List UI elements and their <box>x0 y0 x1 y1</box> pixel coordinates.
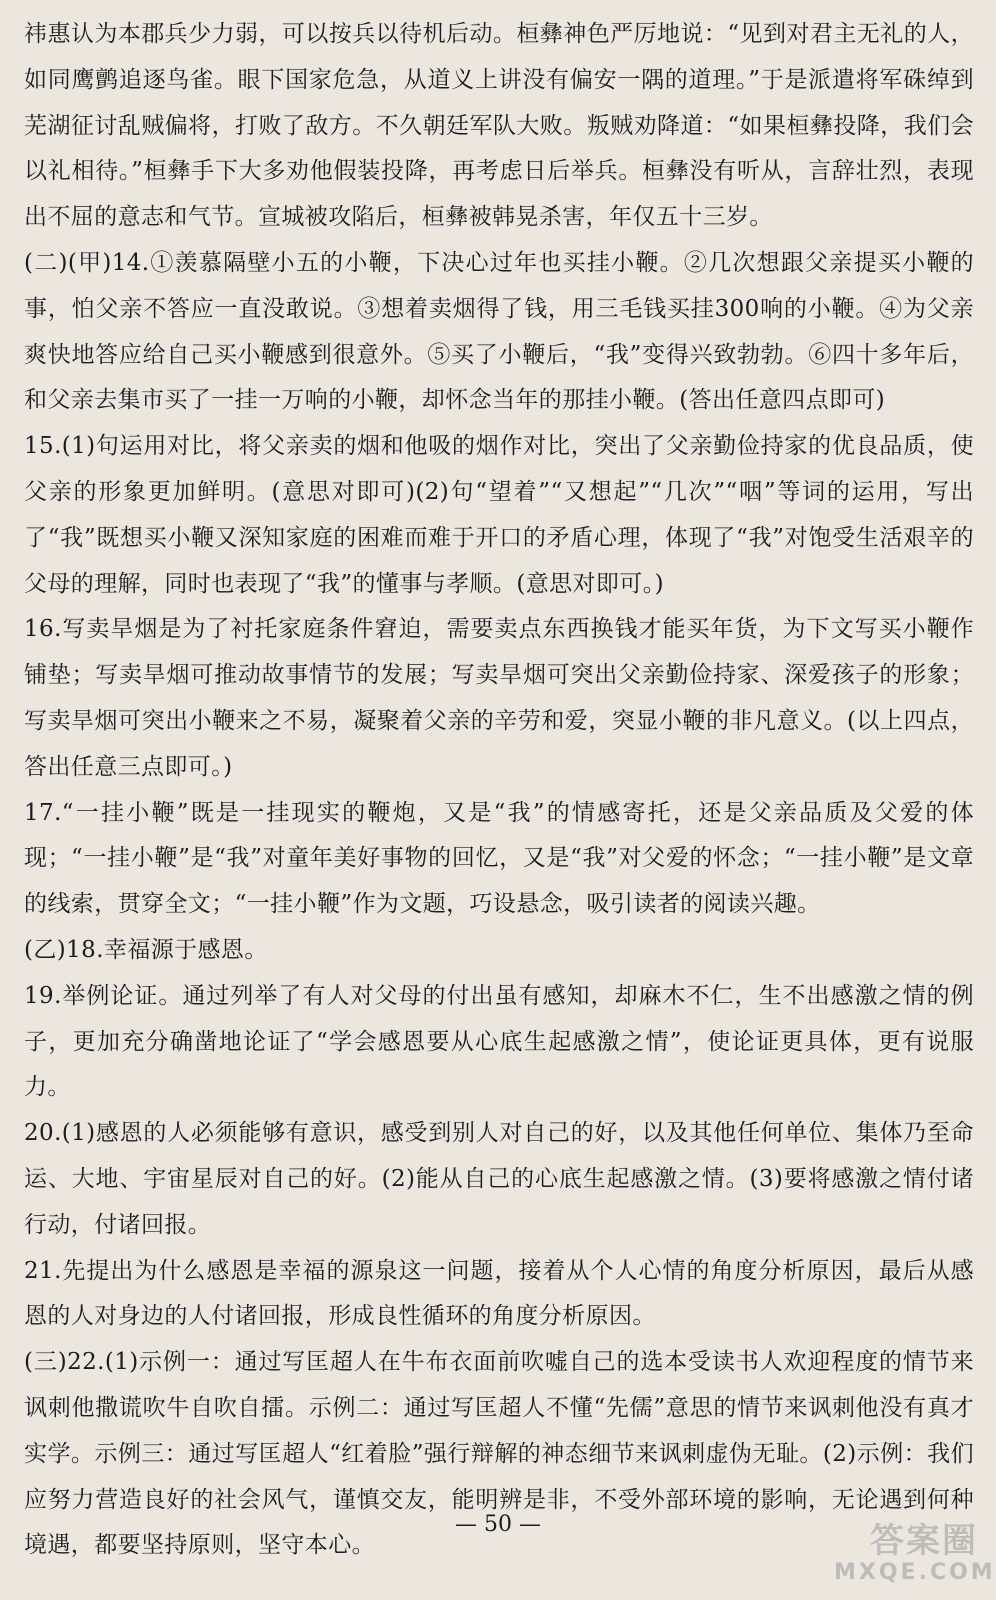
watermark-url: MXQE.COM <box>834 1560 996 1585</box>
site-watermark <box>834 1521 996 1592</box>
paragraph-q17: 17.“一挂小鞭”既是一挂现实的鞭炮，又是“我”的情感寄托，还是父亲品质及父爱的体现；“一挂小鞭”是“我”对童年美好事物的回忆，又是“我”对父爱的怀念；“一挂小鞭”是文章的线索，贯穿全文；“一挂小鞭”作为文题，巧设悬念，吸引读者的阅读兴趣。 <box>24 799 974 918</box>
paragraph-q21: 21.先提出为什么感恩是幸福的源泉这一问题，接着从个人心情的角度分析原因，最后从感恩的人对身边的人付诸回报，形成良性循环的角度分析原因。 <box>24 1257 974 1330</box>
paragraph-q18: (乙)18.幸福源于感恩。 <box>24 936 268 963</box>
page-number: — 50 — <box>455 1512 541 1537</box>
paragraph-q20: 20.(1)感恩的人必须能够有意识，感受到别人对自己的好，以及其他任何单位、集体乃至命运、大地、宇宙星辰对自己的好。(2)能从自己的心底生起感激之情。(3)要将感激之情付诸行动，付诸回报。 <box>24 1120 974 1238</box>
paragraph-q19: 19.举例论证。通过列举了有人对父母的付出虽有感知，却麻木不仁，生不出感激之情的例子，更加充分确凿地论证了“学会感恩要从心底生起感激之情”，使论证更具体，更有说服力。 <box>24 982 974 1101</box>
paragraph-q14: (二)(甲)14.①羡慕隔壁小五的小鞭，下决心过年也买挂小鞭。②几次想跟父亲提买小鞭的事，怕父亲不答应一直没敢说。③想着卖烟得了钱，用三毛钱买挂300响的小鞭。④为父亲爽快地答应给自己买小鞭感到很意外。⑤买了小鞭后，“我”变得兴致勃勃。⑥四十多年后，和父亲去集市买了一挂一万响的小鞭，却怀念当年的那挂小鞭。(答出任意四点即可) <box>24 249 974 414</box>
watermark-logo-text: 答案圈 <box>870 1521 978 1561</box>
paragraph-q22: (三)22.(1)示例一：通过写匡超人在牛布衣面前吹嘘自己的选本受读书人欢迎程度的情节来讽刺他撒谎吹牛自吹自擂。示例二：通过写匡超人不懂“先儒”意思的情节来讽刺他没有真才实学。示例三：通过写匡超人“红着脸”强行辩解的神态细节来讽刺虚伪无耻。(2)示例：我们应努力营造良好的社会风气，谨慎交友，能明辨是非，不受外部环境的影响，无论遇到何种境遇，都要坚持原则，坚守本心。 <box>24 1349 974 1559</box>
paragraph-translation: 祎惠认为本郡兵少力弱，可以按兵以待机后动。桓彝神色严厉地说：“见到对君主无礼的人，如同鹰鹯追逐鸟雀。眼下国家危急，从道义上讲没有偏安一隅的道理。”于是派遣将军硃绰到芜湖征讨乱贼偏将，打败了敌方。不久朝廷军队大败。叛贼劝降道：“如果桓彝投降，我们会以礼相待。”桓彝手下大多劝他假装投降，再考虑日后举兵。桓彝没有听从，言辞壮烈，表现出不屈的意志和气节。宣城被攻陷后，桓彝被韩晃杀害，年仅五十三岁。 <box>24 21 974 231</box>
paragraph-q16: 16.写卖旱烟是为了衬托家庭条件窘迫，需要卖点东西换钱才能买年货，为下文写买小鞭作铺垫；写卖旱烟可推动故事情节的发展；写卖旱烟可突出父亲勤俭持家、深爱孩子的形象；写卖旱烟可突出小鞭来之不易，凝聚着父亲的辛劳和爱，突显小鞭的非凡意义。(以上四点，答出任意三点即可。) <box>24 616 974 780</box>
paragraph-q15: 15.(1)句运用对比，将父亲卖的烟和他吸的烟作对比，突出了父亲勤俭持家的优良品质，使父亲的形象更加鲜明。(意思对即可)(2)句“望着”“又想起”“几次”“咽”等词的运用，写出了“我”既想买小鞭又深知家庭的困难而难于开口的矛盾心理，体现了“我”对饱受生活艰辛的父母的理解，同时也表现了“我”的懂事与孝顺。(意思对即可。) <box>24 433 974 597</box>
